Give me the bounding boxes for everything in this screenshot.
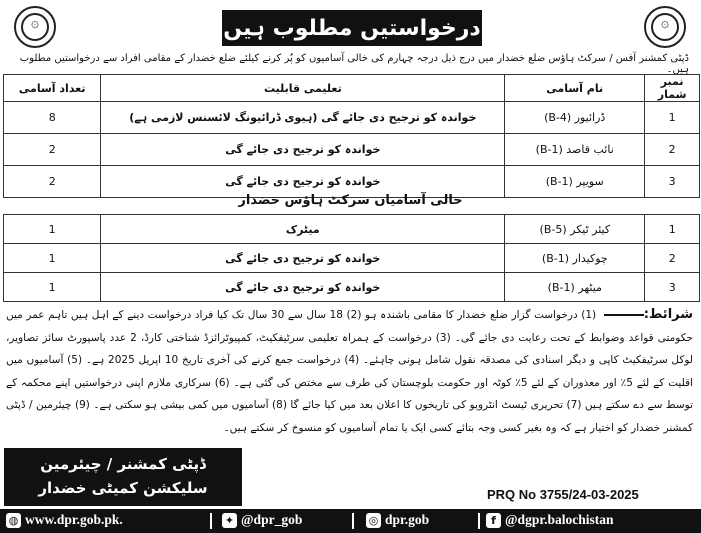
cell-count: 2 [4, 134, 101, 166]
terms-label: شرائط: [643, 307, 694, 322]
cell-qualification: خواندہ کو ترجیح دی جائے گی (ہیوی ڈرائیونگ لائسنس لازمی ہے) [101, 102, 505, 134]
cell-count: 1 [4, 273, 101, 302]
footer-separator [352, 513, 354, 529]
cell-serial: 1 [645, 102, 700, 134]
emblem-logo-left: ۞ [14, 6, 56, 48]
instagram-icon: ◎ [366, 513, 381, 528]
vacancy-table-circuit-house [3, 214, 700, 302]
footer-bar [0, 509, 701, 533]
page-title: درخواستیں مطلوب ہیں [222, 10, 482, 46]
facebook-handle[interactable]: @dgpr.balochistan [505, 512, 614, 527]
vacancy-table-office [3, 74, 700, 198]
terms-underline [604, 314, 644, 316]
cell-post: میٹھر (B-1) [505, 273, 645, 302]
cell-qualification: خواندہ کو ترجیح دی جائے گی [101, 134, 505, 166]
website-link[interactable]: www.dpr.gob.pk. [25, 512, 123, 527]
cell-post: کیئر ٹیکر (B-5) [505, 215, 645, 244]
signature-line-1: ڈپٹی کمشنر / چیئرمین [40, 455, 206, 473]
cell-count: 1 [4, 244, 101, 273]
table-row [4, 273, 700, 302]
cell-count: 8 [4, 102, 101, 134]
footer-instagram[interactable] [366, 512, 429, 528]
table-row [4, 244, 700, 273]
cell-serial: 3 [645, 166, 700, 198]
table-row [4, 134, 700, 166]
header-serial: نمبر شمار [645, 75, 700, 102]
twitter-icon: ✦ [222, 513, 237, 528]
emblem-logo-right: ۞ [644, 6, 686, 48]
section-heading-circuit-house: خالی آسامیاں سرکٹ ہاؤس خضدار [238, 193, 463, 208]
twitter-handle[interactable]: @dpr_gob [241, 512, 303, 527]
cell-post: ڈرائیور (B-4) [505, 102, 645, 134]
footer-separator [478, 513, 480, 529]
table-row [4, 102, 700, 134]
globe-icon: ◍ [6, 513, 21, 528]
signature-block [4, 448, 242, 506]
footer-separator [210, 513, 212, 529]
cell-serial: 2 [645, 134, 700, 166]
cell-qualification: میٹرک [101, 215, 505, 244]
table-header-row [4, 75, 700, 102]
cell-count: 2 [4, 166, 101, 198]
facebook-icon: f [486, 513, 501, 528]
cell-qualification: خواندہ کو ترجیح دی جائے گی [101, 244, 505, 273]
intro-text: ڈپٹی کمشنر آفس / سرکٹ ہاؤس ضلع خضدار میں درج ذیل درجہ چہارم کی خالی آسامیوں کو پُر کرنے کیلئے ضلع خضدار کے مقامی افراد سے درخواستیں مطلوب ہیں۔ [19, 53, 689, 75]
cell-post: چوکیدار (B-1) [505, 244, 645, 273]
terms-text: (1) درخواست گزار ضلع خضدار کا مقامی باشندہ ہو (2) 18 سال سے 30 سال تک کیا فراد درخواست دینے کے اہل ہیں تاہم عمر میں حکومتی قواعد وضوابط کے تحت رعایت دی جائے گی۔ (3) درخواست کے ہمراہ تعلیمی سرٹیفکیٹ، کمپیوٹرائزڈ شناختی کارڈ، 2 عدد پاسپورٹ سائز تصاویر، لوکل سرٹیفکیٹ کاپی و دیگر اسنادی کی مصدقہ نقول شامل ہونی چاہئے۔ (4) درخواست جمع کرنے کی آخری تاریخ 10 اپریل 2025 ہے۔ (5) آسامیوں میں اقلیت کے لئے 5٪ اور معذوران کے لئے 5٪ کوٹہ اور حکومت بلوچستان کی طرف سے مختص کی گئی ہے۔ (6) سرکاری ملازم اپنی درخواستیں اپنے محکمہ کے توسط سے دے سکتے ہیں (7) تحریری ٹیسٹ انٹرویو کی تاریخوں کا اعلان بعد میں کیا جائے گا (8) آسامیوں میں کمی بیشی ہو سکتی ہے۔ (9) چیئرمین / ڈپٹی کمشنر خضدار کو اختیار ہے کہ وہ بغیر کسی وجہ بتائے کسی ایک یا تمام آسامیوں کو منسوخ کر سکتے ہیں۔ [6, 309, 694, 434]
footer-facebook[interactable] [486, 512, 613, 528]
cell-qualification: خواندہ کو ترجیح دی جائے گی [101, 166, 505, 198]
cell-count: 1 [4, 215, 101, 244]
cell-post: سویپر (B-1) [505, 166, 645, 198]
prq-number: PRQ No 3755/24-03-2025 [487, 487, 639, 502]
terms-block [6, 304, 693, 439]
header-qualification: تعلیمی قابلیت [101, 75, 505, 102]
cell-qualification: خواندہ کو ترجیح دی جائے گی [101, 273, 505, 302]
footer-website[interactable] [6, 512, 123, 528]
cell-serial: 3 [645, 273, 700, 302]
header-post: نام آسامی [505, 75, 645, 102]
cell-serial: 2 [645, 244, 700, 273]
signature-line-2: سلیکشن کمیٹی خضدار [38, 479, 208, 497]
instagram-handle[interactable]: dpr.gob [385, 512, 430, 527]
cell-serial: 1 [645, 215, 700, 244]
header-count: تعداد آسامی [4, 75, 101, 102]
table-row [4, 215, 700, 244]
cell-post: نائب قاصد (B-1) [505, 134, 645, 166]
footer-twitter[interactable] [222, 512, 302, 528]
